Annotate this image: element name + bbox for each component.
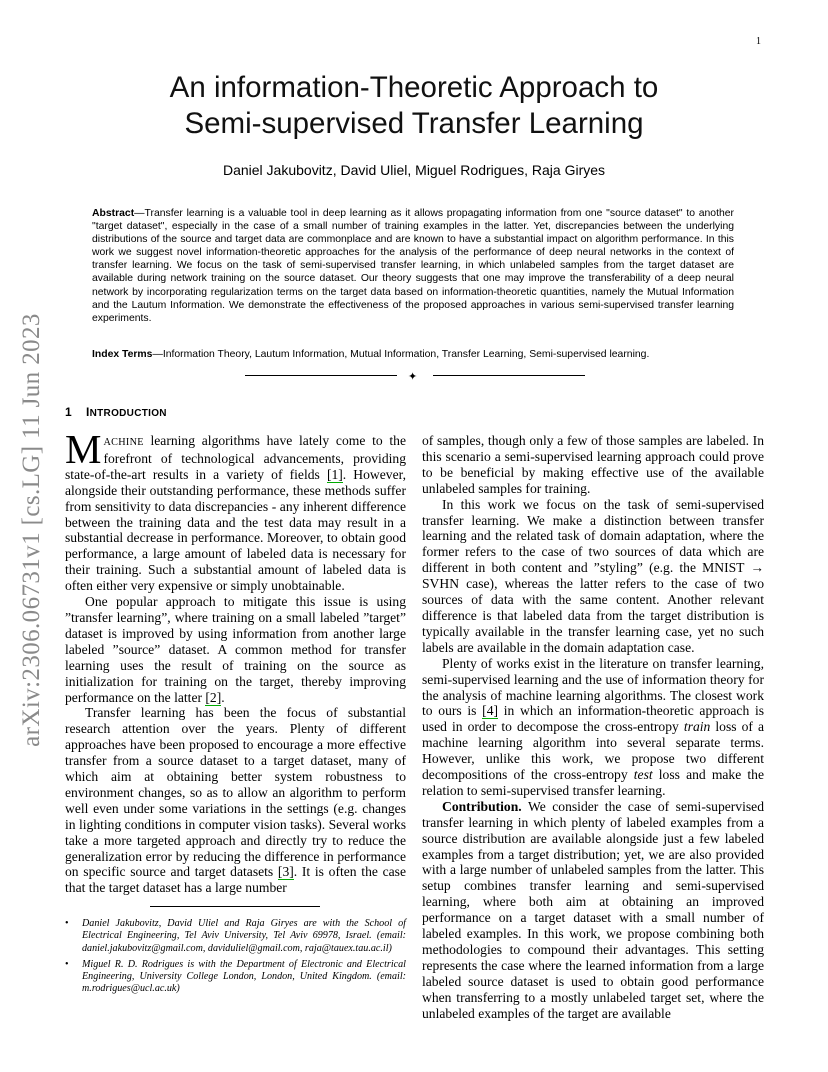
footnote-item xyxy=(65,918,406,955)
index-terms-label: Index Terms xyxy=(92,349,153,360)
left-column xyxy=(65,426,406,896)
contribution-label: Contribution. xyxy=(442,798,522,814)
footnotes xyxy=(65,918,406,1000)
citation-link[interactable]: [2] xyxy=(205,689,222,705)
paragraph-text: in which an information-theoretic approach is used in order to decompose the cross-entropy xyxy=(422,703,765,735)
title-line-1: An information-Theoretic Approach to xyxy=(169,71,659,104)
paragraph-text: One popular approach to mitigate this issue is using ”transfer learning”, where training on a small labeled ”target” dataset is improved by using information from another large labeled ”source” dataset. A common method for transfer learning uses the result of training on the source as initialization for training on the target, thereby improving performance on the latter xyxy=(65,594,406,705)
separator-line-left xyxy=(245,375,397,376)
section-heading xyxy=(65,405,167,419)
footnote-rule xyxy=(150,906,320,907)
index-terms-text: —Information Theory, Lautum Information, Mutual Information, Transfer Learning, Semi-supervised learning. xyxy=(152,349,650,360)
paragraph-text: learning algorithms have lately come to the forefront of technological advancements, providing state-of-the-art results in a variety of fields xyxy=(65,433,406,482)
author-list: Daniel Jakubovitz, David Uliel, Miguel Rodrigues, Raja Giryes xyxy=(222,162,606,178)
citation-link[interactable]: [4] xyxy=(482,703,499,719)
paragraph xyxy=(422,799,764,1022)
footnote-item xyxy=(65,959,406,996)
paragraph-text: . However, alongside their outstanding performance, these methods suffer from sensitivity to data discrepancies - any inherent difference between the training data and the test data may result in a substantial decrease in performance. Moreover, to obtain good performance, a large amount of labeled data is necessary for their training. Such a substantial amount of labeled data is often either very expensive or simply unobtainable. xyxy=(65,466,406,594)
right-column xyxy=(422,433,764,1022)
abstract xyxy=(92,207,734,325)
footnote-text: Miguel R. D. Rodrigues is with the Department of Electronic and Electrical Engineering, University College London, London, United Kingdom. (email: m.rodrigues@ucl.ac.uk) xyxy=(82,958,406,995)
paragraph-text: . xyxy=(221,689,225,705)
section-number: 1 xyxy=(65,405,72,419)
emphasis-text: test xyxy=(633,767,653,783)
paragraph xyxy=(422,656,764,799)
arxiv-stamp xyxy=(8,290,56,770)
paragraph xyxy=(65,594,406,705)
abstract-text: —Transfer learning is a valuable tool in deep learning as it allows propagating information from one "source dataset" to another "target dataset", especially in the case of a small number of training examples in the latter. Yet, discrepancies between the underlying distributions of the source and target data are commonplace and are known to have a substantial impact on algorithm performance. In this work we suggest novel information-theoretic approaches for the analysis of the performance of deep neural networks in the context of transfer learning. We focus on the task of semi-supervised transfer learning, in which unlabeled samples from the target dataset are available during network training on the source dataset. Our theory suggests that one may improve the transferability of a deep neural network by incorporating regularization terms on the target data based on information-theoretic quantities, namely the Mutual Information and the Lautum Information. We demonstrate the effectiveness of the proposed approaches in various semi-supervised transfer learning experiments. xyxy=(92,208,734,324)
paragraph: of samples, though only a few of those samples are labeled. In this scenario a semi-supervised learning approach could prove to be beneficial by making effective use of the available unlabeled samples for training. xyxy=(422,433,764,496)
separator-diamond-icon: ✦ xyxy=(408,370,418,383)
title-line-2: Semi-supervised Transfer Learning xyxy=(184,107,644,140)
page-number: 1 xyxy=(756,36,761,47)
footnote-bullet: • xyxy=(65,958,69,970)
citation-link[interactable]: [3] xyxy=(277,864,294,880)
paper-title xyxy=(100,70,728,142)
paragraph xyxy=(65,705,406,896)
footnote-text: Daniel Jakubovitz, David Uliel and Raja Giryes are with the School of Electrical Engineering, Tel Aviv University, Tel Aviv 69978, Israel. (email: daniel.jakubovitz@gmail.com, daviduliel@gmail.com, raja@tauex.tau.ac.il) xyxy=(82,918,406,954)
emphasis-text: train xyxy=(683,719,711,735)
section-title-cap: I xyxy=(85,405,90,419)
paragraph: In this work we focus on the task of semi-supervised transfer learning. We make a distinction between transfer learning and the related task of domain adaptation, where the former refers to the case of two sources of data which are different in both content and ”styling” (e.g. the MNIST → SVHN case), whereas the latter refers to the case of two sources of data with the same content. Another relevant difference is that labeled data from the target distribution is typically available in the transfer learning case, yet no such labels are available in the domain adaptation case. xyxy=(422,496,764,655)
drop-cap-rest: ACHINE xyxy=(103,437,144,448)
citation-link[interactable]: [1] xyxy=(326,466,343,482)
index-terms xyxy=(92,348,734,361)
footnote-bullet: • xyxy=(65,918,69,929)
arxiv-identifier: arXiv:2306.06731v1 [cs.LG] 11 Jun 2023 xyxy=(18,313,45,747)
paragraph-text: Transfer learning has been the focus of substantial research attention over the years. Plenty of different approaches have been proposed to encourage a more effective transfer from a source dataset to a target dataset, many of which aim at obtaining better system robustness to environment changes, so as to allow an algorithm to perform well even under some variations in the settings (e.g. changes in lighting conditions in computer vision tasks). Several works take a more targeted approach and directly try to reduce the generalization error by reducing the difference in performance on specific source and target datasets xyxy=(65,705,406,880)
paragraph-text: We consider the case of semi-supervised transfer learning in which plenty of labeled examples from a source distribution are available alongside just a few labeled examples from a target distribution; yet, we are also provided with a large number of unlabeled samples from the latter. This setup combines transfer learning and semi-supervised learning, where both aim at obtaining an improved performance on a target dataset with a small number of labeled examples. In this work, we propose combining both methodologies to compound their advantages. This setting represents the case where the learned information from a large labeled source dataset is used to obtain good performance when transferring to a mostly unlabeled target set, where the unlabeled examples of the target are available xyxy=(422,798,764,1021)
abstract-label: Abstract xyxy=(92,208,135,219)
paragraph-text: loss and make the relation to semi-supervised transfer learning. xyxy=(422,767,764,798)
paragraph-text: . It is often the case that the target dataset has a large number xyxy=(65,864,406,896)
drop-cap: M xyxy=(65,426,102,472)
paragraph-text: loss of a machine learning algorithm into several separate terms. However, unlike this work, we propose two different decompositions of the cross-entropy xyxy=(422,719,764,783)
separator-line-right xyxy=(433,375,585,376)
paragraph xyxy=(65,426,406,594)
paragraph-text: Plenty of works exist in the literature on transfer learning, semi-supervised learning and the use of information theory for the analysis of machine learning algorithms. The closest work to ours is xyxy=(422,655,764,719)
section-title-rest: NTRODUCTION xyxy=(89,408,167,419)
section-separator xyxy=(245,368,585,384)
